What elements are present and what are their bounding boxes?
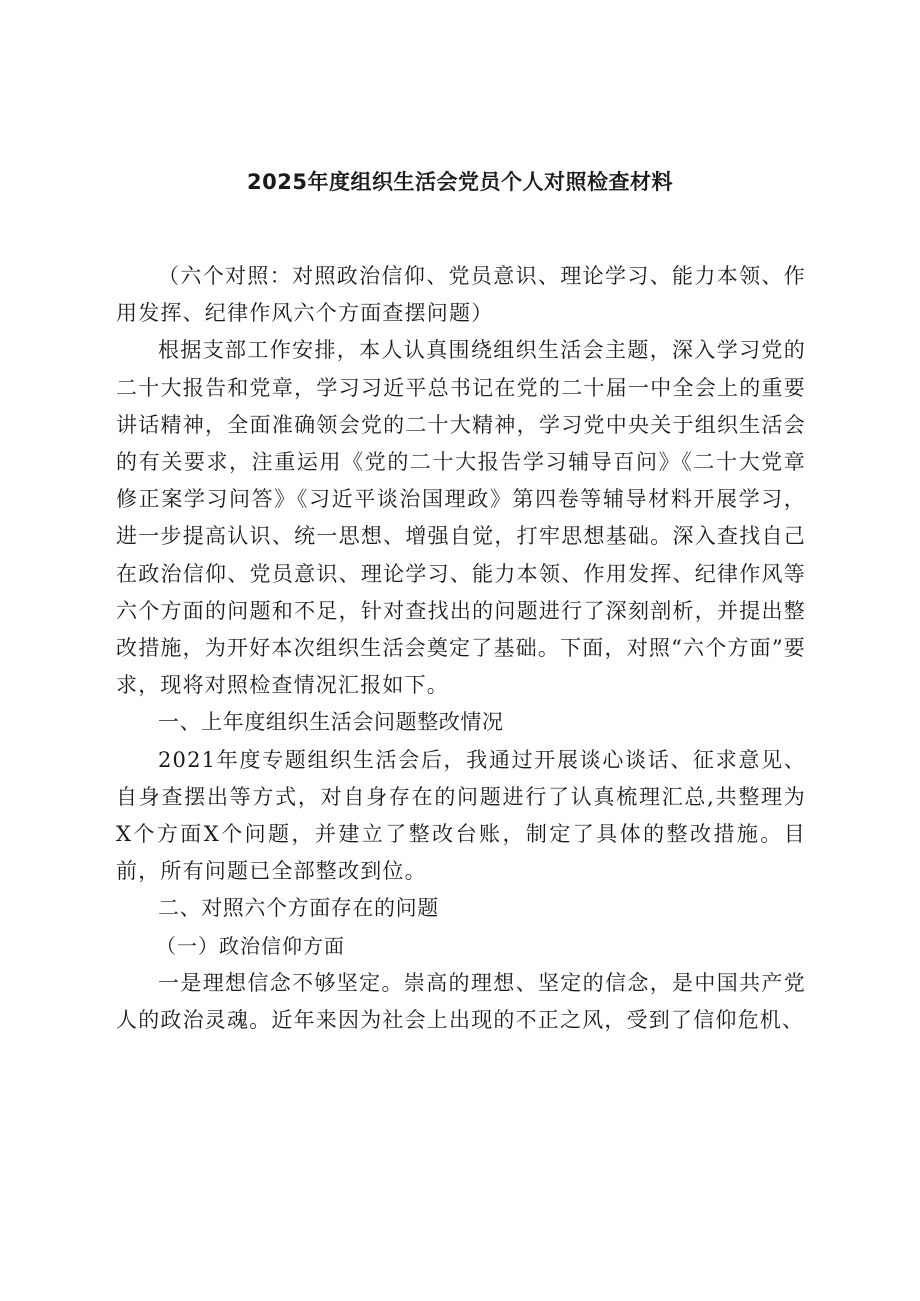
section-1-paragraph: 2021年度专题组织生活会后，我通过开展谈心谈话、征求意见、自身查摆出等方式，对自身存在的问题进行了认真梳理汇总,共整理为X个方面X个问题，并建立了整改台账，制定了具体的整改措施。目前，所有问题已全部整改到位。 bbox=[116, 747, 806, 884]
intro-note: （六个对照：对照政治信仰、党员意识、理论学习、能力本领、作用发挥、纪律作风六个方面查摆问题） bbox=[116, 264, 806, 326]
document-title: 2025年度组织生活会党员个人对照检查材料 bbox=[247, 170, 673, 194]
section-2-paragraph: 一是理想信念不够坚定。崇高的理想、坚定的信念，是中国共产党人的政治灵魂。近年来因为社会上出现的不正之风，受到了信仰危机、 bbox=[116, 970, 806, 1033]
section-1-heading: 一、上年度组织生活会问题整改情况 bbox=[158, 710, 504, 735]
section-2-subheading: （一）政治信仰方面 bbox=[156, 933, 345, 958]
document-body bbox=[116, 258, 806, 1039]
section-2-heading: 二、对照六个方面存在的问题 bbox=[158, 896, 439, 921]
opening-paragraph: 根据支部工作安排，本人认真围绕组织生活会主题，深入学习党的二十大报告和党章，学习习近平总书记在党的二十届一中全会上的重要讲话精神，全面准确领会党的二十大精神，学习党中央关于组织生活会的有关要求，注重运用《党的二十大报告学习辅导百问》《二十大党章修正案学习问答》《习近平谈治国理政》第四卷等辅导材料开展学习，进一步提高认识、统一思想、增强自觉，打牢思想基础。深入查找自己在政治信仰、党员意识、理论学习、能力本领、作用发挥、纪律作风等六个方面的问题和不足，针对查找出的问题进行了深刻剖析，并提出整改措施，为开好本次组织生活会奠定了基础。下面，对照“六个方面”要求，现将对照检查情况汇报如下。 bbox=[116, 338, 806, 698]
